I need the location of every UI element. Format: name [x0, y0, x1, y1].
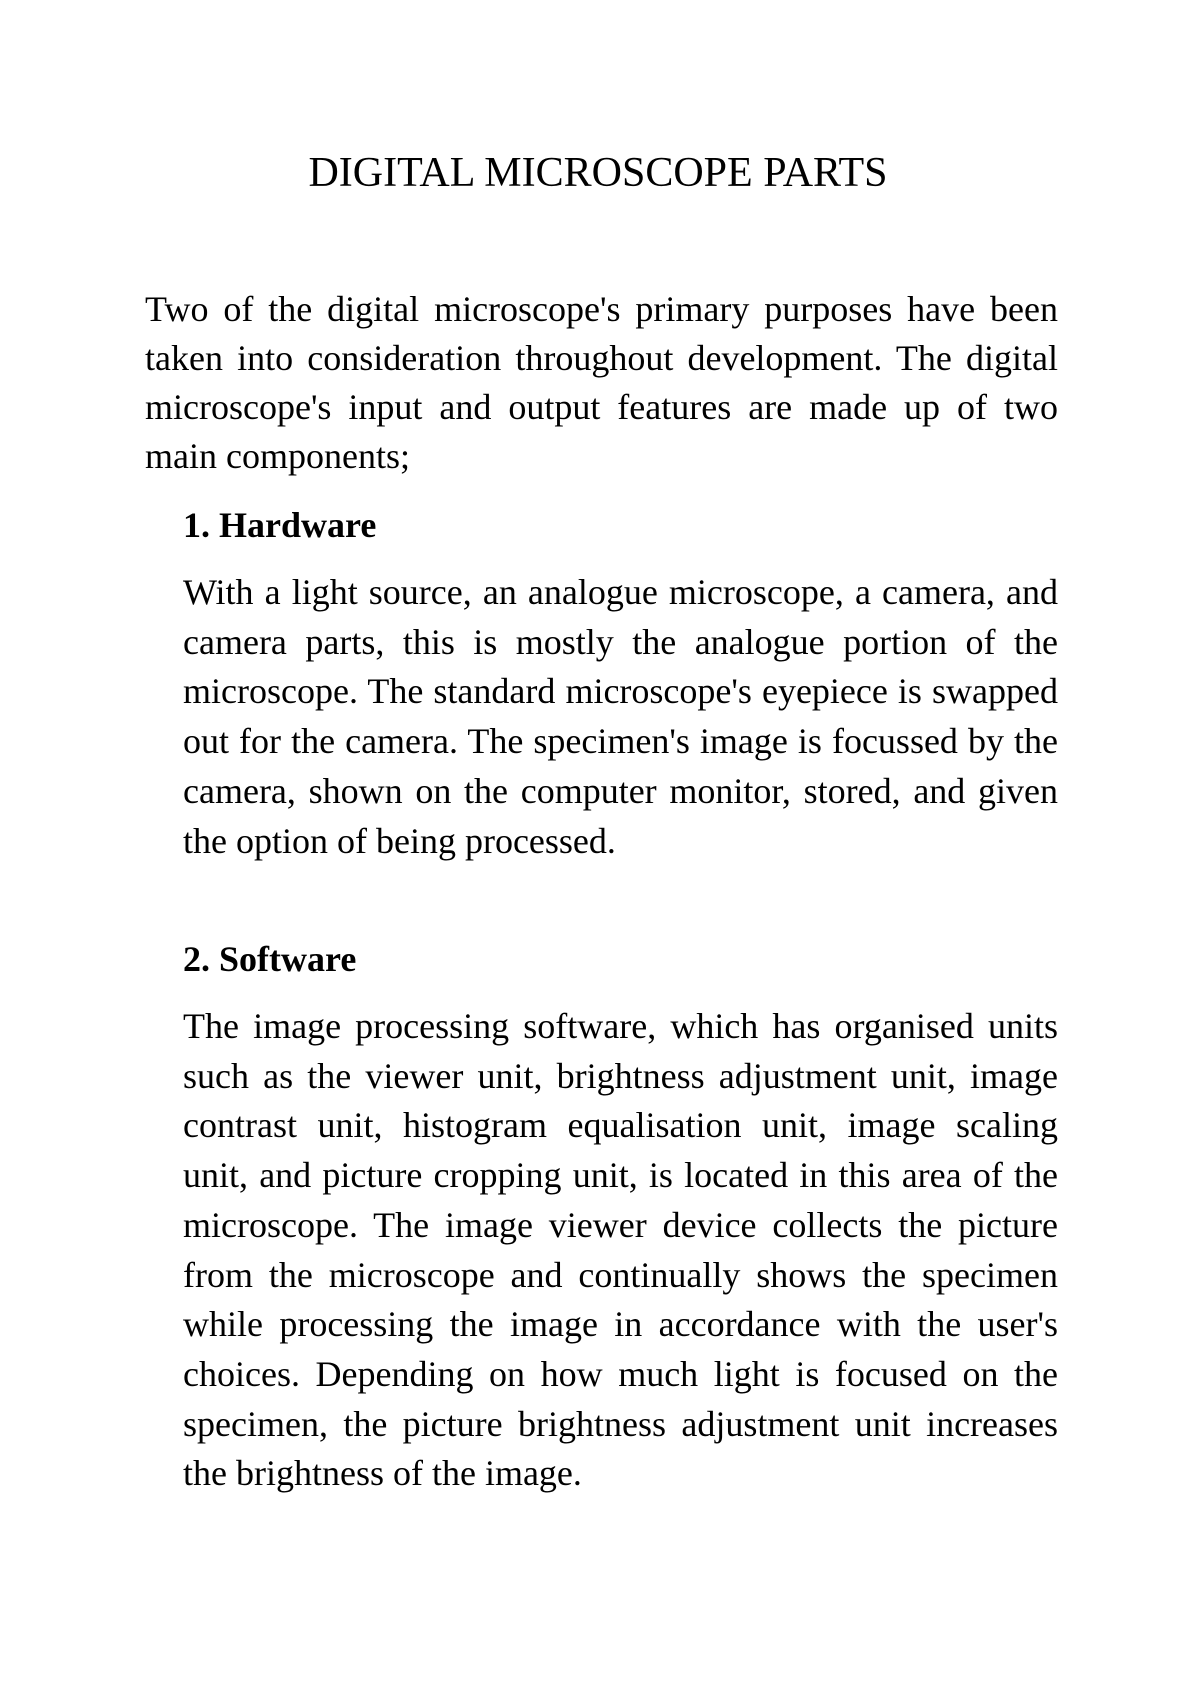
section-number: 2. — [183, 939, 210, 979]
section-heading-software — [183, 937, 356, 981]
page-title: DIGITAL MICROSCOPE PARTS — [308, 150, 888, 196]
section-number: 1. — [183, 505, 210, 545]
section-title: Software — [219, 939, 357, 979]
section-body-hardware: With a light source, an analogue microscope, a camera, and camera parts, this is mostly the analogue portion of the microscope. The standard microscope's eyepiece is swapped out for the camera. The specimen's image is focussed by the camera, shown on the computer monitor, stored, and given the option of being processed. — [183, 572, 1058, 861]
section-heading-hardware — [183, 503, 376, 547]
intro-paragraph: Two of the digital microscope's primary purposes have been taken into consideration throughout development. The digital microscope's input and output features are made up of two main components; — [145, 289, 1058, 476]
section-title: Hardware — [219, 505, 377, 545]
section-body-software: The image processing software, which has organised units such as the viewer unit, brightness adjustment unit, image contrast unit, histogram equalisation unit, image scaling unit, and picture cropping unit, is located in this area of the microscope. The image viewer device collects the picture from the microscope and continually shows the specimen while processing the image in accordance with the user's choices. Depending on how much light is focused on the specimen, the picture brightness adjustment unit increases the brightness of the image. — [183, 1006, 1058, 1494]
